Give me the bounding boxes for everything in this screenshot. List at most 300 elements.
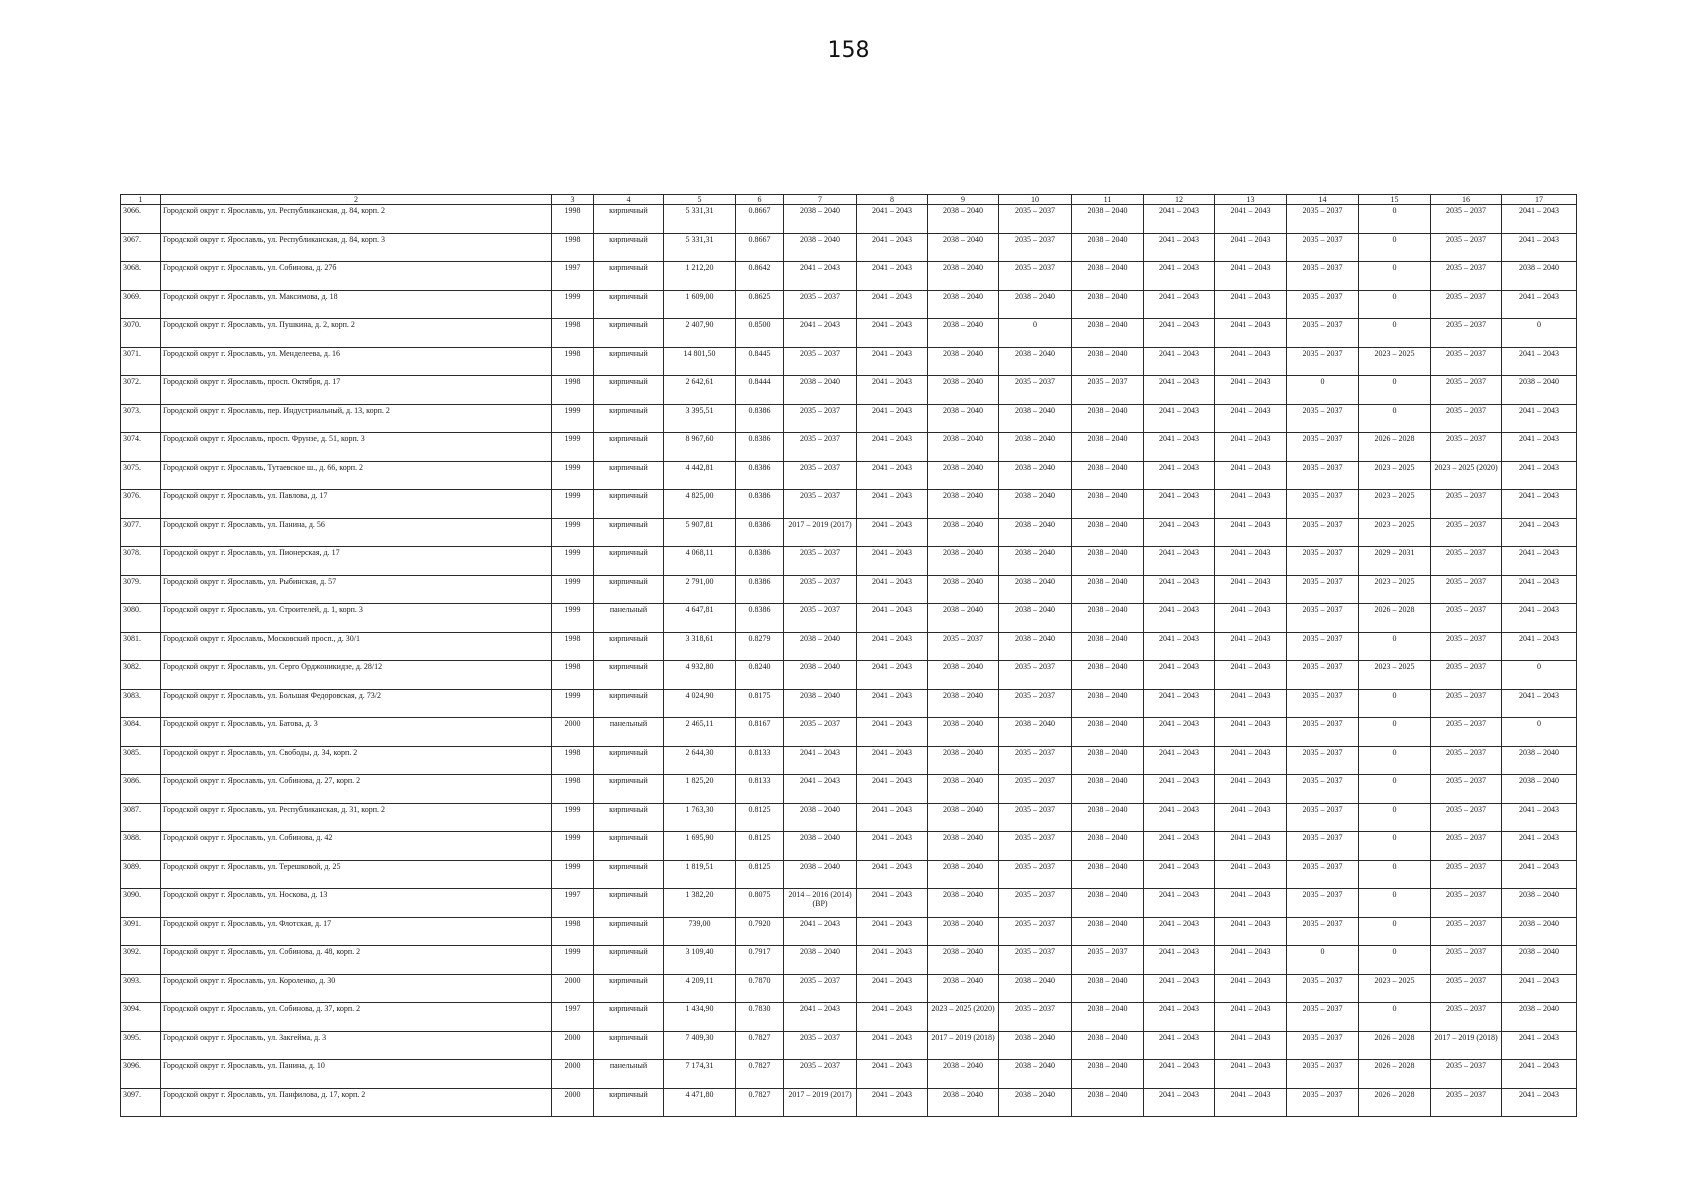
column-header: 12	[1144, 195, 1215, 205]
table-row	[121, 860, 1577, 889]
table-cell: 2038 – 2040	[784, 632, 857, 661]
table-cell: 2035 – 2037	[999, 1003, 1072, 1032]
table-cell: 0	[1359, 917, 1431, 946]
table-cell: 2035 – 2037	[999, 661, 1072, 690]
table-cell: 0	[1359, 233, 1431, 262]
table-cell: 2038 – 2040	[999, 974, 1072, 1003]
table-cell: 0	[1502, 661, 1577, 690]
table-cell: 2035 – 2037	[784, 290, 857, 319]
table-row	[121, 461, 1577, 490]
address-cell: Городской округ г. Ярославль, ул. Собинова, д. 37, корп. 2	[161, 1003, 552, 1032]
column-header: 16	[1431, 195, 1502, 205]
table-cell: 2041 – 2043	[857, 233, 928, 262]
table-cell: кирпичный	[594, 775, 664, 804]
table-cell: 0.8175	[736, 689, 784, 718]
table-cell: 1 212,20	[664, 262, 736, 291]
table-cell: 2038 – 2040	[784, 860, 857, 889]
table-cell: 2038 – 2040	[928, 518, 999, 547]
table-cell: 2041 – 2043	[1502, 689, 1577, 718]
table-cell: 2035 – 2037	[1431, 661, 1502, 690]
row-number-cell: 3081.	[121, 632, 161, 661]
table-cell: 2038 – 2040	[1502, 1003, 1577, 1032]
table-cell: 2041 – 2043	[784, 319, 857, 348]
table-cell: 2041 – 2043	[1144, 319, 1215, 348]
table-cell: 0.8500	[736, 319, 784, 348]
table-cell: 2035 – 2037	[999, 917, 1072, 946]
table-cell: 0.8642	[736, 262, 784, 291]
table-cell: 2035 – 2037	[1431, 233, 1502, 262]
table-cell: 2038 – 2040	[928, 860, 999, 889]
address-cell: Городской округ г. Ярославль, пер. Индустриальный, д. 13, корп. 2	[161, 404, 552, 433]
address-cell: Городской округ г. Ярославль, ул. Менделеева, д. 16	[161, 347, 552, 376]
table-cell: 2038 – 2040	[1072, 974, 1144, 1003]
table-cell: 2038 – 2040	[1072, 718, 1144, 747]
table-cell: кирпичный	[594, 632, 664, 661]
table-cell: 3 109,40	[664, 946, 736, 975]
table-row	[121, 661, 1577, 690]
table-cell: 2017 – 2019 (2018)	[928, 1031, 999, 1060]
table-cell: 2038 – 2040	[928, 490, 999, 519]
table-cell: 2038 – 2040	[928, 575, 999, 604]
table-cell: 2038 – 2040	[1072, 233, 1144, 262]
table-cell: 1998	[552, 661, 594, 690]
table-cell: 2041 – 2043	[1215, 262, 1287, 291]
table-cell: 1999	[552, 518, 594, 547]
table-cell: 2035 – 2037	[1287, 632, 1359, 661]
table-cell: 2038 – 2040	[999, 404, 1072, 433]
table-cell: 2041 – 2043	[1144, 262, 1215, 291]
table-cell: 2041 – 2043	[857, 803, 928, 832]
table-cell: 2038 – 2040	[1072, 290, 1144, 319]
table-cell: 4 932,80	[664, 661, 736, 690]
table-cell: 2038 – 2040	[999, 461, 1072, 490]
table-cell: 3 395,51	[664, 404, 736, 433]
table-cell: 2041 – 2043	[1502, 974, 1577, 1003]
table-cell: 2038 – 2040	[1072, 547, 1144, 576]
table-cell: 2038 – 2040	[999, 632, 1072, 661]
table-cell: 2041 – 2043	[1502, 205, 1577, 234]
address-cell: Городской округ г. Ярославль, ул. Собинова, д. 27б	[161, 262, 552, 291]
table-cell: 2041 – 2043	[1215, 974, 1287, 1003]
table-cell: кирпичный	[594, 404, 664, 433]
table-cell: 2035 – 2037	[1431, 376, 1502, 405]
table-cell: 2035 – 2037	[1287, 404, 1359, 433]
table-cell: кирпичный	[594, 319, 664, 348]
column-header: 2	[161, 195, 552, 205]
table-cell: 2041 – 2043	[1144, 632, 1215, 661]
address-cell: Городской округ г. Ярославль, ул. Свободы, д. 34, корп. 2	[161, 746, 552, 775]
table-cell: 2035 – 2037	[1431, 490, 1502, 519]
table-cell: 1998	[552, 233, 594, 262]
table-cell: 2035 – 2037	[1431, 803, 1502, 832]
table-cell: 2038 – 2040	[1072, 889, 1144, 918]
table-row	[121, 205, 1577, 234]
table-cell: 8 967,60	[664, 433, 736, 462]
table-cell: 1998	[552, 347, 594, 376]
address-cell: Городской округ г. Ярославль, ул. Собинова, д. 48, корп. 2	[161, 946, 552, 975]
table-cell: 2041 – 2043	[857, 547, 928, 576]
table-cell: 2041 – 2043	[1215, 205, 1287, 234]
table-cell: 2035 – 2037	[1287, 803, 1359, 832]
row-number-cell: 3072.	[121, 376, 161, 405]
table-cell: 0.8167	[736, 718, 784, 747]
table-cell: кирпичный	[594, 290, 664, 319]
table-cell: 2038 – 2040	[928, 946, 999, 975]
table-cell: 2041 – 2043	[1215, 775, 1287, 804]
table-cell: 739,00	[664, 917, 736, 946]
table-cell: 0.8386	[736, 575, 784, 604]
table-cell: 2035 – 2037	[999, 832, 1072, 861]
table-cell: 2041 – 2043	[784, 262, 857, 291]
table-cell: 2038 – 2040	[999, 547, 1072, 576]
address-cell: Городской округ г. Ярославль, ул. Максимова, д. 18	[161, 290, 552, 319]
table-cell: 0.8386	[736, 433, 784, 462]
table-cell: 0	[1359, 803, 1431, 832]
table-cell: 2041 – 2043	[1502, 547, 1577, 576]
table-cell: 2041 – 2043	[857, 319, 928, 348]
table-cell: 2035 – 2037	[1287, 518, 1359, 547]
table-cell: 2000	[552, 1031, 594, 1060]
table-cell: 2035 – 2037	[1431, 575, 1502, 604]
table-row	[121, 803, 1577, 832]
table-cell: 2038 – 2040	[928, 832, 999, 861]
table-cell: 1999	[552, 433, 594, 462]
table-cell: кирпичный	[594, 946, 664, 975]
table-cell: панельный	[594, 718, 664, 747]
table-cell: 2041 – 2043	[857, 404, 928, 433]
table-cell: 2041 – 2043	[857, 347, 928, 376]
table-cell: 2041 – 2043	[784, 775, 857, 804]
table-cell: 2038 – 2040	[928, 347, 999, 376]
address-cell: Городской округ г. Ярославль, ул. Республиканская, д. 31, корп. 2	[161, 803, 552, 832]
row-number-cell: 3067.	[121, 233, 161, 262]
table-cell: 2041 – 2043	[1502, 233, 1577, 262]
column-header: 14	[1287, 195, 1359, 205]
table-cell: 0.8667	[736, 205, 784, 234]
table-cell: панельный	[594, 604, 664, 633]
table-cell: 2041 – 2043	[1144, 404, 1215, 433]
table-cell: 2038 – 2040	[784, 233, 857, 262]
column-header: 8	[857, 195, 928, 205]
table-cell: 2041 – 2043	[857, 205, 928, 234]
row-number-cell: 3073.	[121, 404, 161, 433]
table-cell: кирпичный	[594, 803, 664, 832]
table-cell: 2041 – 2043	[1144, 490, 1215, 519]
table-cell: 2035 – 2037	[1287, 974, 1359, 1003]
table-cell: 2041 – 2043	[1215, 1003, 1287, 1032]
table-cell: 2038 – 2040	[1072, 1088, 1144, 1117]
table-cell: 2041 – 2043	[857, 461, 928, 490]
table-cell: 2041 – 2043	[1502, 1031, 1577, 1060]
table-cell: 0	[1359, 262, 1431, 291]
table-cell: 2035 – 2037	[999, 233, 1072, 262]
table-cell: 2 642,61	[664, 376, 736, 405]
table-cell: 2041 – 2043	[857, 632, 928, 661]
table-cell: 2038 – 2040	[999, 347, 1072, 376]
table-row	[121, 404, 1577, 433]
address-cell: Городской округ г. Ярославль, ул. Павлова, д. 17	[161, 490, 552, 519]
table-cell: 2035 – 2037	[1287, 490, 1359, 519]
table-cell: 2023 – 2025 (2020)	[928, 1003, 999, 1032]
table-cell: 0.8445	[736, 347, 784, 376]
table-cell: 2038 – 2040	[1072, 775, 1144, 804]
row-number-cell: 3083.	[121, 689, 161, 718]
table-cell: 2035 – 2037	[1287, 319, 1359, 348]
table-cell: 0	[999, 319, 1072, 348]
table-cell: 0	[1287, 946, 1359, 975]
table-cell: 2035 – 2037	[1287, 547, 1359, 576]
table-cell: 1997	[552, 889, 594, 918]
table-cell: 2041 – 2043	[1144, 1031, 1215, 1060]
table-cell: 2035 – 2037	[1287, 1060, 1359, 1089]
row-number-cell: 3088.	[121, 832, 161, 861]
table-cell: 2041 – 2043	[1144, 661, 1215, 690]
table-cell: 2038 – 2040	[1072, 490, 1144, 519]
address-cell: Городской округ г. Ярославль, ул. Панфилова, д. 17, корп. 2	[161, 1088, 552, 1117]
column-header: 15	[1359, 195, 1431, 205]
table-cell: 2038 – 2040	[999, 604, 1072, 633]
table-cell: 2041 – 2043	[1215, 1031, 1287, 1060]
table-cell: 2035 – 2037	[1431, 518, 1502, 547]
table-cell: 0.7870	[736, 974, 784, 1003]
address-cell: Городской округ г. Ярославль, ул. Большая Федоровская, д. 73/2	[161, 689, 552, 718]
table-row	[121, 262, 1577, 291]
table-row	[121, 547, 1577, 576]
table-cell: 2035 – 2037	[1431, 746, 1502, 775]
table-cell: 2041 – 2043	[1215, 490, 1287, 519]
table-cell: 2041 – 2043	[784, 1003, 857, 1032]
table-cell: 2041 – 2043	[857, 518, 928, 547]
table-cell: кирпичный	[594, 917, 664, 946]
table-cell: 2041 – 2043	[1502, 604, 1577, 633]
table-cell: 2035 – 2037	[784, 604, 857, 633]
address-cell: Городской округ г. Ярославль, просп. Фрунзе, д. 51, корп. 3	[161, 433, 552, 462]
table-cell: кирпичный	[594, 974, 664, 1003]
table-cell: 2041 – 2043	[1215, 404, 1287, 433]
table-cell: 1 819,51	[664, 860, 736, 889]
table-cell: 0.8133	[736, 775, 784, 804]
table-cell: 2035 – 2037	[784, 347, 857, 376]
table-cell: 2041 – 2043	[1144, 547, 1215, 576]
address-cell: Городской округ г. Ярославль, просп. Октября, д. 17	[161, 376, 552, 405]
table-cell: 2038 – 2040	[784, 803, 857, 832]
table-cell: 2035 – 2037	[1287, 233, 1359, 262]
table-cell: 0	[1502, 319, 1577, 348]
table-cell: 2023 – 2025	[1359, 518, 1431, 547]
table-cell: 2038 – 2040	[928, 803, 999, 832]
row-number-cell: 3079.	[121, 575, 161, 604]
table-cell: 2038 – 2040	[928, 689, 999, 718]
column-header: 13	[1215, 195, 1287, 205]
table-cell: 2038 – 2040	[1072, 917, 1144, 946]
table-cell: кирпичный	[594, 233, 664, 262]
table-cell: 1998	[552, 632, 594, 661]
table-cell: кирпичный	[594, 1003, 664, 1032]
table-cell: 2035 – 2037	[999, 803, 1072, 832]
table-cell: 2035 – 2037	[1431, 347, 1502, 376]
table-cell: 0.8386	[736, 461, 784, 490]
register-table	[120, 194, 1577, 1117]
table-cell: 2041 – 2043	[1144, 803, 1215, 832]
table-cell: 2038 – 2040	[1502, 262, 1577, 291]
table-cell: 2041 – 2043	[1144, 461, 1215, 490]
table-row	[121, 718, 1577, 747]
table-cell: 2041 – 2043	[1502, 290, 1577, 319]
table-cell: 2041 – 2043	[1215, 860, 1287, 889]
table-cell: 2041 – 2043	[857, 775, 928, 804]
row-number-cell: 3084.	[121, 718, 161, 747]
table-cell: 4 024,90	[664, 689, 736, 718]
table-cell: 2041 – 2043	[1215, 746, 1287, 775]
table-row	[121, 376, 1577, 405]
table-cell: 2038 – 2040	[928, 205, 999, 234]
table-cell: 0.8133	[736, 746, 784, 775]
table-cell: 2041 – 2043	[1144, 604, 1215, 633]
table-cell: 2038 – 2040	[928, 262, 999, 291]
table-cell: 2038 – 2040	[999, 1060, 1072, 1089]
table-cell: 0	[1359, 860, 1431, 889]
table-body	[121, 205, 1577, 1117]
row-number-cell: 3090.	[121, 889, 161, 918]
table-cell: 2035 – 2037	[1287, 718, 1359, 747]
table-cell: 0	[1359, 689, 1431, 718]
table-cell: 2041 – 2043	[857, 290, 928, 319]
table-cell: 0	[1359, 889, 1431, 918]
address-cell: Городской округ г. Ярославль, Московский просп., д. 30/1	[161, 632, 552, 661]
table-cell: 0	[1359, 1003, 1431, 1032]
table-cell: 2041 – 2043	[1502, 461, 1577, 490]
table-cell: 2041 – 2043	[1502, 433, 1577, 462]
table-cell: 2023 – 2025	[1359, 347, 1431, 376]
table-cell: 2041 – 2043	[857, 860, 928, 889]
table-cell: 0.7917	[736, 946, 784, 975]
table-cell: 2041 – 2043	[1144, 233, 1215, 262]
table-cell: 2041 – 2043	[1502, 803, 1577, 832]
column-header: 1	[121, 195, 161, 205]
table-cell: 4 471,80	[664, 1088, 736, 1117]
table-cell: 1999	[552, 575, 594, 604]
table-cell: кирпичный	[594, 518, 664, 547]
table-row	[121, 518, 1577, 547]
table-cell: 2035 – 2037	[1072, 946, 1144, 975]
table-cell: 2035 – 2037	[999, 775, 1072, 804]
table-cell: 2029 – 2031	[1359, 547, 1431, 576]
table-cell: 2041 – 2043	[857, 1088, 928, 1117]
table-cell: 2038 – 2040	[928, 290, 999, 319]
table-cell: 2041 – 2043	[1215, 1088, 1287, 1117]
table-cell: 7 174,31	[664, 1060, 736, 1089]
table-cell: 2038 – 2040	[1502, 946, 1577, 975]
table-cell: 0	[1359, 205, 1431, 234]
table-cell: 2035 – 2037	[1287, 433, 1359, 462]
row-number-cell: 3093.	[121, 974, 161, 1003]
table-cell: 2041 – 2043	[1144, 1088, 1215, 1117]
table-cell: 1999	[552, 832, 594, 861]
table-cell: 5 331,31	[664, 233, 736, 262]
table-cell: 2038 – 2040	[1072, 803, 1144, 832]
table-cell: 0	[1287, 376, 1359, 405]
table-cell: 2035 – 2037	[1287, 832, 1359, 861]
table-cell: кирпичный	[594, 661, 664, 690]
table-cell: 2038 – 2040	[1072, 319, 1144, 348]
table-cell: 2041 – 2043	[1215, 433, 1287, 462]
table-cell: 2023 – 2025 (2020)	[1431, 461, 1502, 490]
table-cell: 0	[1502, 718, 1577, 747]
table-cell: 2 644,30	[664, 746, 736, 775]
table-cell: 2035 – 2037	[1287, 1003, 1359, 1032]
table-cell: 1 825,20	[664, 775, 736, 804]
table-cell: 2014 – 2016 (2014) (ВР)	[784, 889, 857, 918]
table-cell: 2041 – 2043	[857, 832, 928, 861]
table-cell: 2023 – 2025	[1359, 490, 1431, 519]
table-cell: 2041 – 2043	[1144, 974, 1215, 1003]
table-cell: 2035 – 2037	[999, 689, 1072, 718]
table-cell: 1998	[552, 775, 594, 804]
table-cell: 2023 – 2025	[1359, 461, 1431, 490]
column-header: 10	[999, 195, 1072, 205]
table-cell: 0.7830	[736, 1003, 784, 1032]
table-cell: 1 382,20	[664, 889, 736, 918]
table-cell: 2017 – 2019 (2017)	[784, 518, 857, 547]
row-number-cell: 3085.	[121, 746, 161, 775]
column-header: 7	[784, 195, 857, 205]
table-cell: 2035 – 2037	[1431, 1060, 1502, 1089]
table-cell: 2041 – 2043	[857, 490, 928, 519]
table-cell: 0.8125	[736, 860, 784, 889]
table-cell: 1999	[552, 290, 594, 319]
table-cell: 2041 – 2043	[1215, 661, 1287, 690]
table-cell: 0.8444	[736, 376, 784, 405]
table-cell: 2038 – 2040	[928, 604, 999, 633]
table-cell: 2038 – 2040	[1072, 604, 1144, 633]
address-cell: Городской округ г. Ярославль, ул. Собинова, д. 42	[161, 832, 552, 861]
table-cell: 2035 – 2037	[999, 889, 1072, 918]
table-cell: 2035 – 2037	[1431, 832, 1502, 861]
table-cell: 2035 – 2037	[1287, 860, 1359, 889]
table-cell: 2041 – 2043	[1144, 775, 1215, 804]
table-cell: 1 434,90	[664, 1003, 736, 1032]
table-cell: 2041 – 2043	[1144, 205, 1215, 234]
table-cell: 2038 – 2040	[784, 689, 857, 718]
table-cell: 2041 – 2043	[1502, 832, 1577, 861]
address-cell: Городской округ г. Ярославль, ул. Короленко, д. 30	[161, 974, 552, 1003]
table-cell: 2038 – 2040	[928, 233, 999, 262]
table-cell: 2038 – 2040	[1072, 461, 1144, 490]
table-cell: 2038 – 2040	[1072, 1060, 1144, 1089]
table-cell: 2041 – 2043	[857, 1060, 928, 1089]
table-cell: 2035 – 2037	[1431, 604, 1502, 633]
table-cell: кирпичный	[594, 1031, 664, 1060]
table-cell: 2023 – 2025	[1359, 974, 1431, 1003]
table-cell: 2035 – 2037	[928, 632, 999, 661]
column-header: 4	[594, 195, 664, 205]
table-cell: 2035 – 2037	[999, 262, 1072, 291]
table-cell: 1999	[552, 860, 594, 889]
table-cell: 2041 – 2043	[1502, 632, 1577, 661]
table-cell: 2035 – 2037	[999, 376, 1072, 405]
row-number-cell: 3074.	[121, 433, 161, 462]
table-row	[121, 917, 1577, 946]
table-cell: 2038 – 2040	[784, 946, 857, 975]
address-cell: Городской округ г. Ярославль, ул. Пушкина, д. 2, корп. 2	[161, 319, 552, 348]
table-row	[121, 689, 1577, 718]
table-cell: 2038 – 2040	[1502, 889, 1577, 918]
table-cell: 2035 – 2037	[1287, 461, 1359, 490]
table-cell: 2000	[552, 974, 594, 1003]
table-cell: кирпичный	[594, 490, 664, 519]
table-cell: 2035 – 2037	[1431, 974, 1502, 1003]
table-cell: 0.8075	[736, 889, 784, 918]
